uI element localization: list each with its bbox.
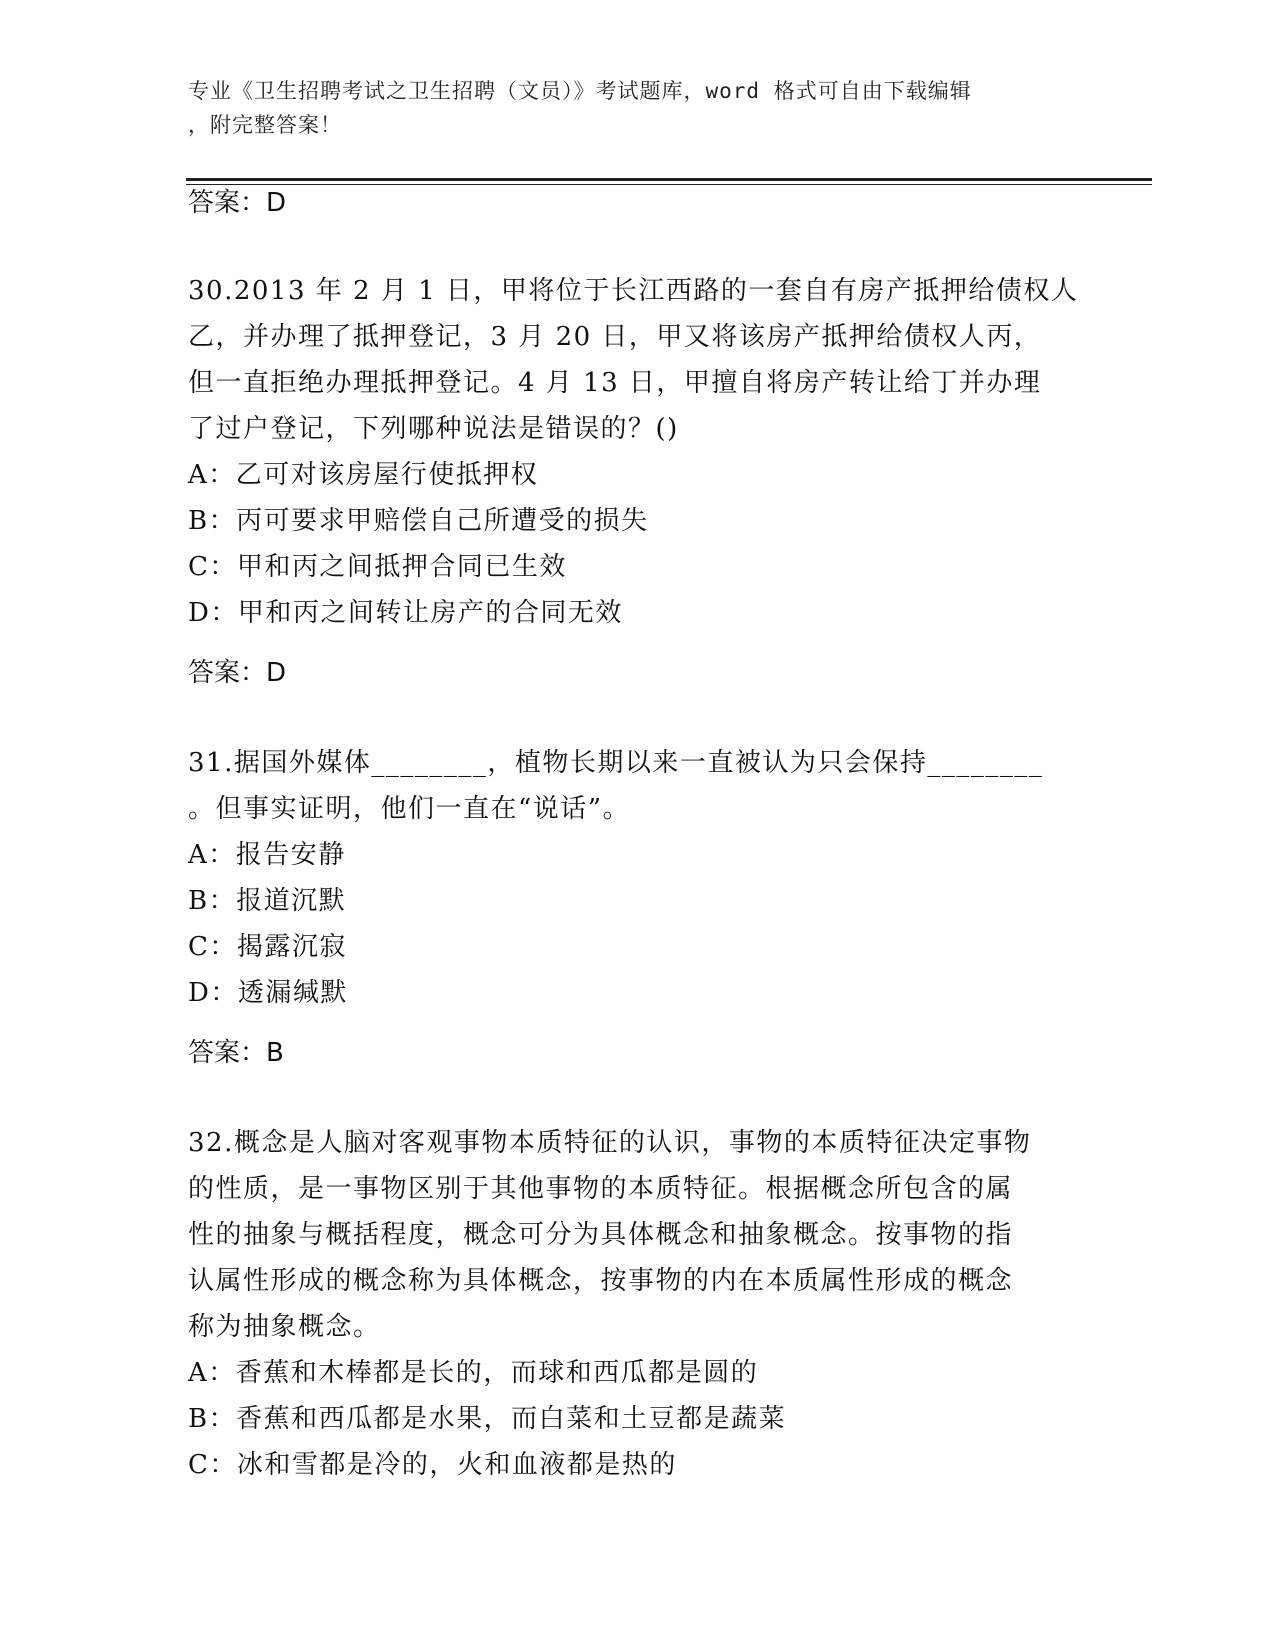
question-stem-line: 31.据国外媒体________，植物长期以来一直被认为只会保持________	[188, 748, 1044, 778]
option-d: D：透漏缄默	[188, 978, 348, 1008]
option-a: A：报告安静	[188, 840, 346, 870]
option-c: C：揭露沉寂	[188, 932, 347, 962]
option-c: C：甲和丙之间抵押合同已生效	[188, 552, 567, 582]
question-stem-line: 但一直拒绝办理抵押登记。4 月 13 日，甲擅自将房产转让给丁并办理	[188, 368, 1042, 398]
option-b: B：丙可要求甲赔偿自己所遭受的损失	[188, 506, 649, 536]
question-stem-line: 的性质，是一事物区别于其他事物的本质特征。根据概念所包含的属	[188, 1174, 1014, 1204]
question-32	[188, 1120, 1088, 1488]
question-31	[188, 740, 1088, 1016]
answer-30: 答案：D	[188, 658, 287, 688]
question-stem-line: 。但事实证明，他们一直在“说话”。	[188, 794, 631, 824]
header-line-2: ，附完整答案！	[188, 113, 342, 137]
question-stem-line: 30.2013 年 2 月 1 日，甲将位于长江西路的一套自有房产抵押给债权人	[188, 276, 1079, 306]
answer-31: 答案：B	[188, 1038, 284, 1068]
header-rule-thick	[186, 178, 1152, 181]
header-rule-thin	[186, 184, 1152, 185]
option-c: C：冰和雪都是冷的，火和血液都是热的	[188, 1450, 677, 1480]
answer-prev: 答案：D	[188, 188, 287, 218]
question-stem-line: 性的抽象与概括程度，概念可分为具体概念和抽象概念。按事物的指	[188, 1220, 1014, 1250]
question-stem-line: 32.概念是人脑对客观事物本质特征的认识，事物的本质特征决定事物	[188, 1128, 1032, 1158]
option-d: D：甲和丙之间转让房产的合同无效	[188, 598, 623, 628]
option-a: A：香蕉和木棒都是长的，而球和西瓜都是圆的	[188, 1358, 759, 1388]
question-stem-line: 认属性形成的概念称为具体概念，按事物的内在本质属性形成的概念	[188, 1266, 1014, 1296]
option-b: B：香蕉和西瓜都是水果，而白菜和土豆都是蔬菜	[188, 1404, 787, 1434]
option-a: A：乙可对该房屋行使抵押权	[188, 460, 539, 490]
question-stem-line: 称为抽象概念。	[188, 1312, 381, 1342]
option-b: B：报道沉默	[188, 886, 347, 916]
question-30	[188, 268, 1088, 636]
question-stem-line: 了过户登记，下列哪种说法是错误的？()	[188, 414, 679, 444]
question-stem-line: 乙，并办理了抵押登记，3 月 20 日，甲又将该房产抵押给债权人丙，	[188, 322, 1042, 352]
header-line-1: 专业《卫生招聘考试之卫生招聘（文员）》考试题库，word 格式可自由下载编辑	[188, 79, 972, 103]
page-header	[188, 74, 1088, 142]
